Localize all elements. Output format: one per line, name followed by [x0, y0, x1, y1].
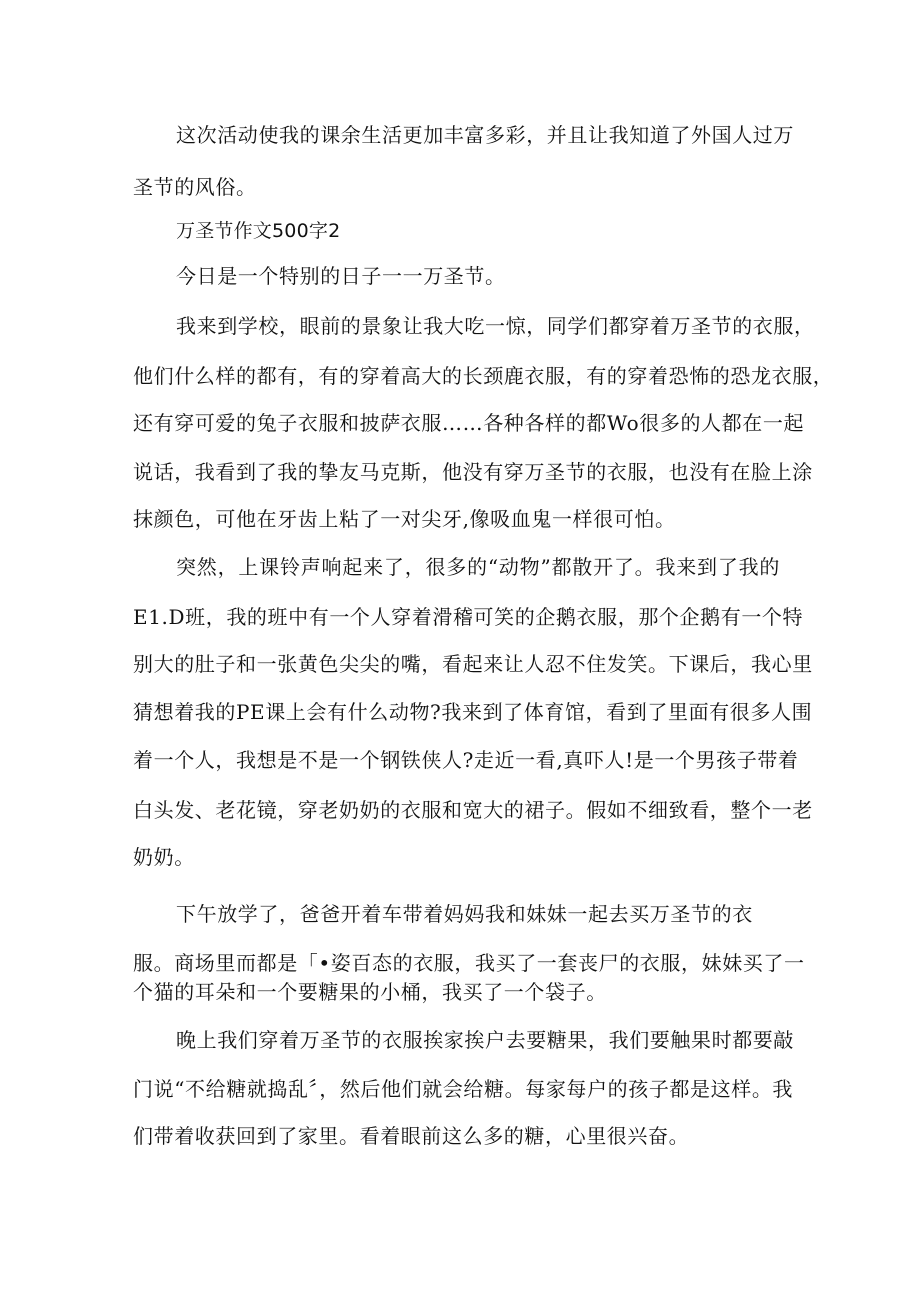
paragraph-4-line-6: 白头发、老花镜，穿老奶奶的衣服和宽大的裙子。假如不细致看，整个一老 [133, 798, 813, 822]
paragraph-4-line-1: 突然，上课铃声响起来了，很多的“动物”都散开了。我来到了我的 [176, 555, 780, 579]
paragraph-5-line-2: 服。商场里而都是「•姿百态的衣服，我买了一套丧尸的衣服，妹妹买了一 [133, 951, 805, 975]
paragraph-3-line-4: 说话，我看到了我的挚友马克斯，他没有穿万圣节的衣服，也没有在脸上涂 [133, 460, 813, 484]
paragraph-3-line-5: 抹颜色，可他在牙齿上粘了一对尖牙,像吸血鬼一样很可怕。 [133, 507, 676, 531]
paragraph-5-line-3: 个猫的耳朵和一个要糖果的小桶，我买了一个袋子。 [133, 980, 607, 1004]
paragraph-3-line-3: 还有穿可爱的兔子衣服和披萨衣服……各种各样的都Wo很多的人都在一起 [133, 411, 805, 435]
paragraph-4-line-5: 着一个人，我想是不是一个钢铁侠人?走近一看,真吓人!是一个男孩子带着 [133, 748, 799, 772]
paragraph-4-line-4: 猜想着我的PE课上会有什么动物?我来到了体育馆，看到了里面有很多人围 [133, 700, 813, 724]
paragraph-1-line-1: 这次活动使我的课余生活更加丰富多彩，并且让我知道了外国人过万 [176, 123, 794, 147]
paragraph-6-line-3: 们带着收获回到了家里。看着眼前这么多的糖，心里很兴奋。 [133, 1124, 690, 1148]
paragraph-6-line-1: 晚上我们穿着万圣节的衣服挨家挨户去要糖果，我们要触果时都要敲 [176, 1028, 794, 1052]
paragraph-3-line-2: 他们什么样的都有，有的穿着高大的长颈鹿衣服，有的穿着恐怖的恐龙衣服， [133, 364, 834, 388]
paragraph-6-line-2: 门说“不给糖就捣乱〞，然后他们就会给糖。每家每户的孩子都是这样。我 [133, 1077, 794, 1101]
paragraph-1-line-2: 圣节的风俗。 [133, 175, 257, 199]
paragraph-4-line-3: 别大的肚子和一张黄色尖尖的嘴，看起来让人忍不住发笑。下课后，我心里 [133, 652, 813, 676]
section-heading: 万圣节作文500字2 [176, 220, 341, 242]
paragraph-4-line-2: E1.D班，我的班中有一个人穿着滑稽可笑的企鹅衣服，那个企鹅有一个特 [133, 605, 804, 629]
paragraph-4-line-7: 奶奶。 [133, 845, 195, 869]
paragraph-3-line-1: 我来到学校，眼前的景象让我大吃一惊，同学们都穿着万圣节的衣服， [176, 314, 815, 338]
paragraph-2-line-1: 今日是一个特别的日子一一万圣节。 [176, 264, 506, 288]
paragraph-5-line-1: 下午放学了，爸爸开着车带着妈妈我和妹妹一起去买万圣节的衣 [176, 902, 753, 926]
